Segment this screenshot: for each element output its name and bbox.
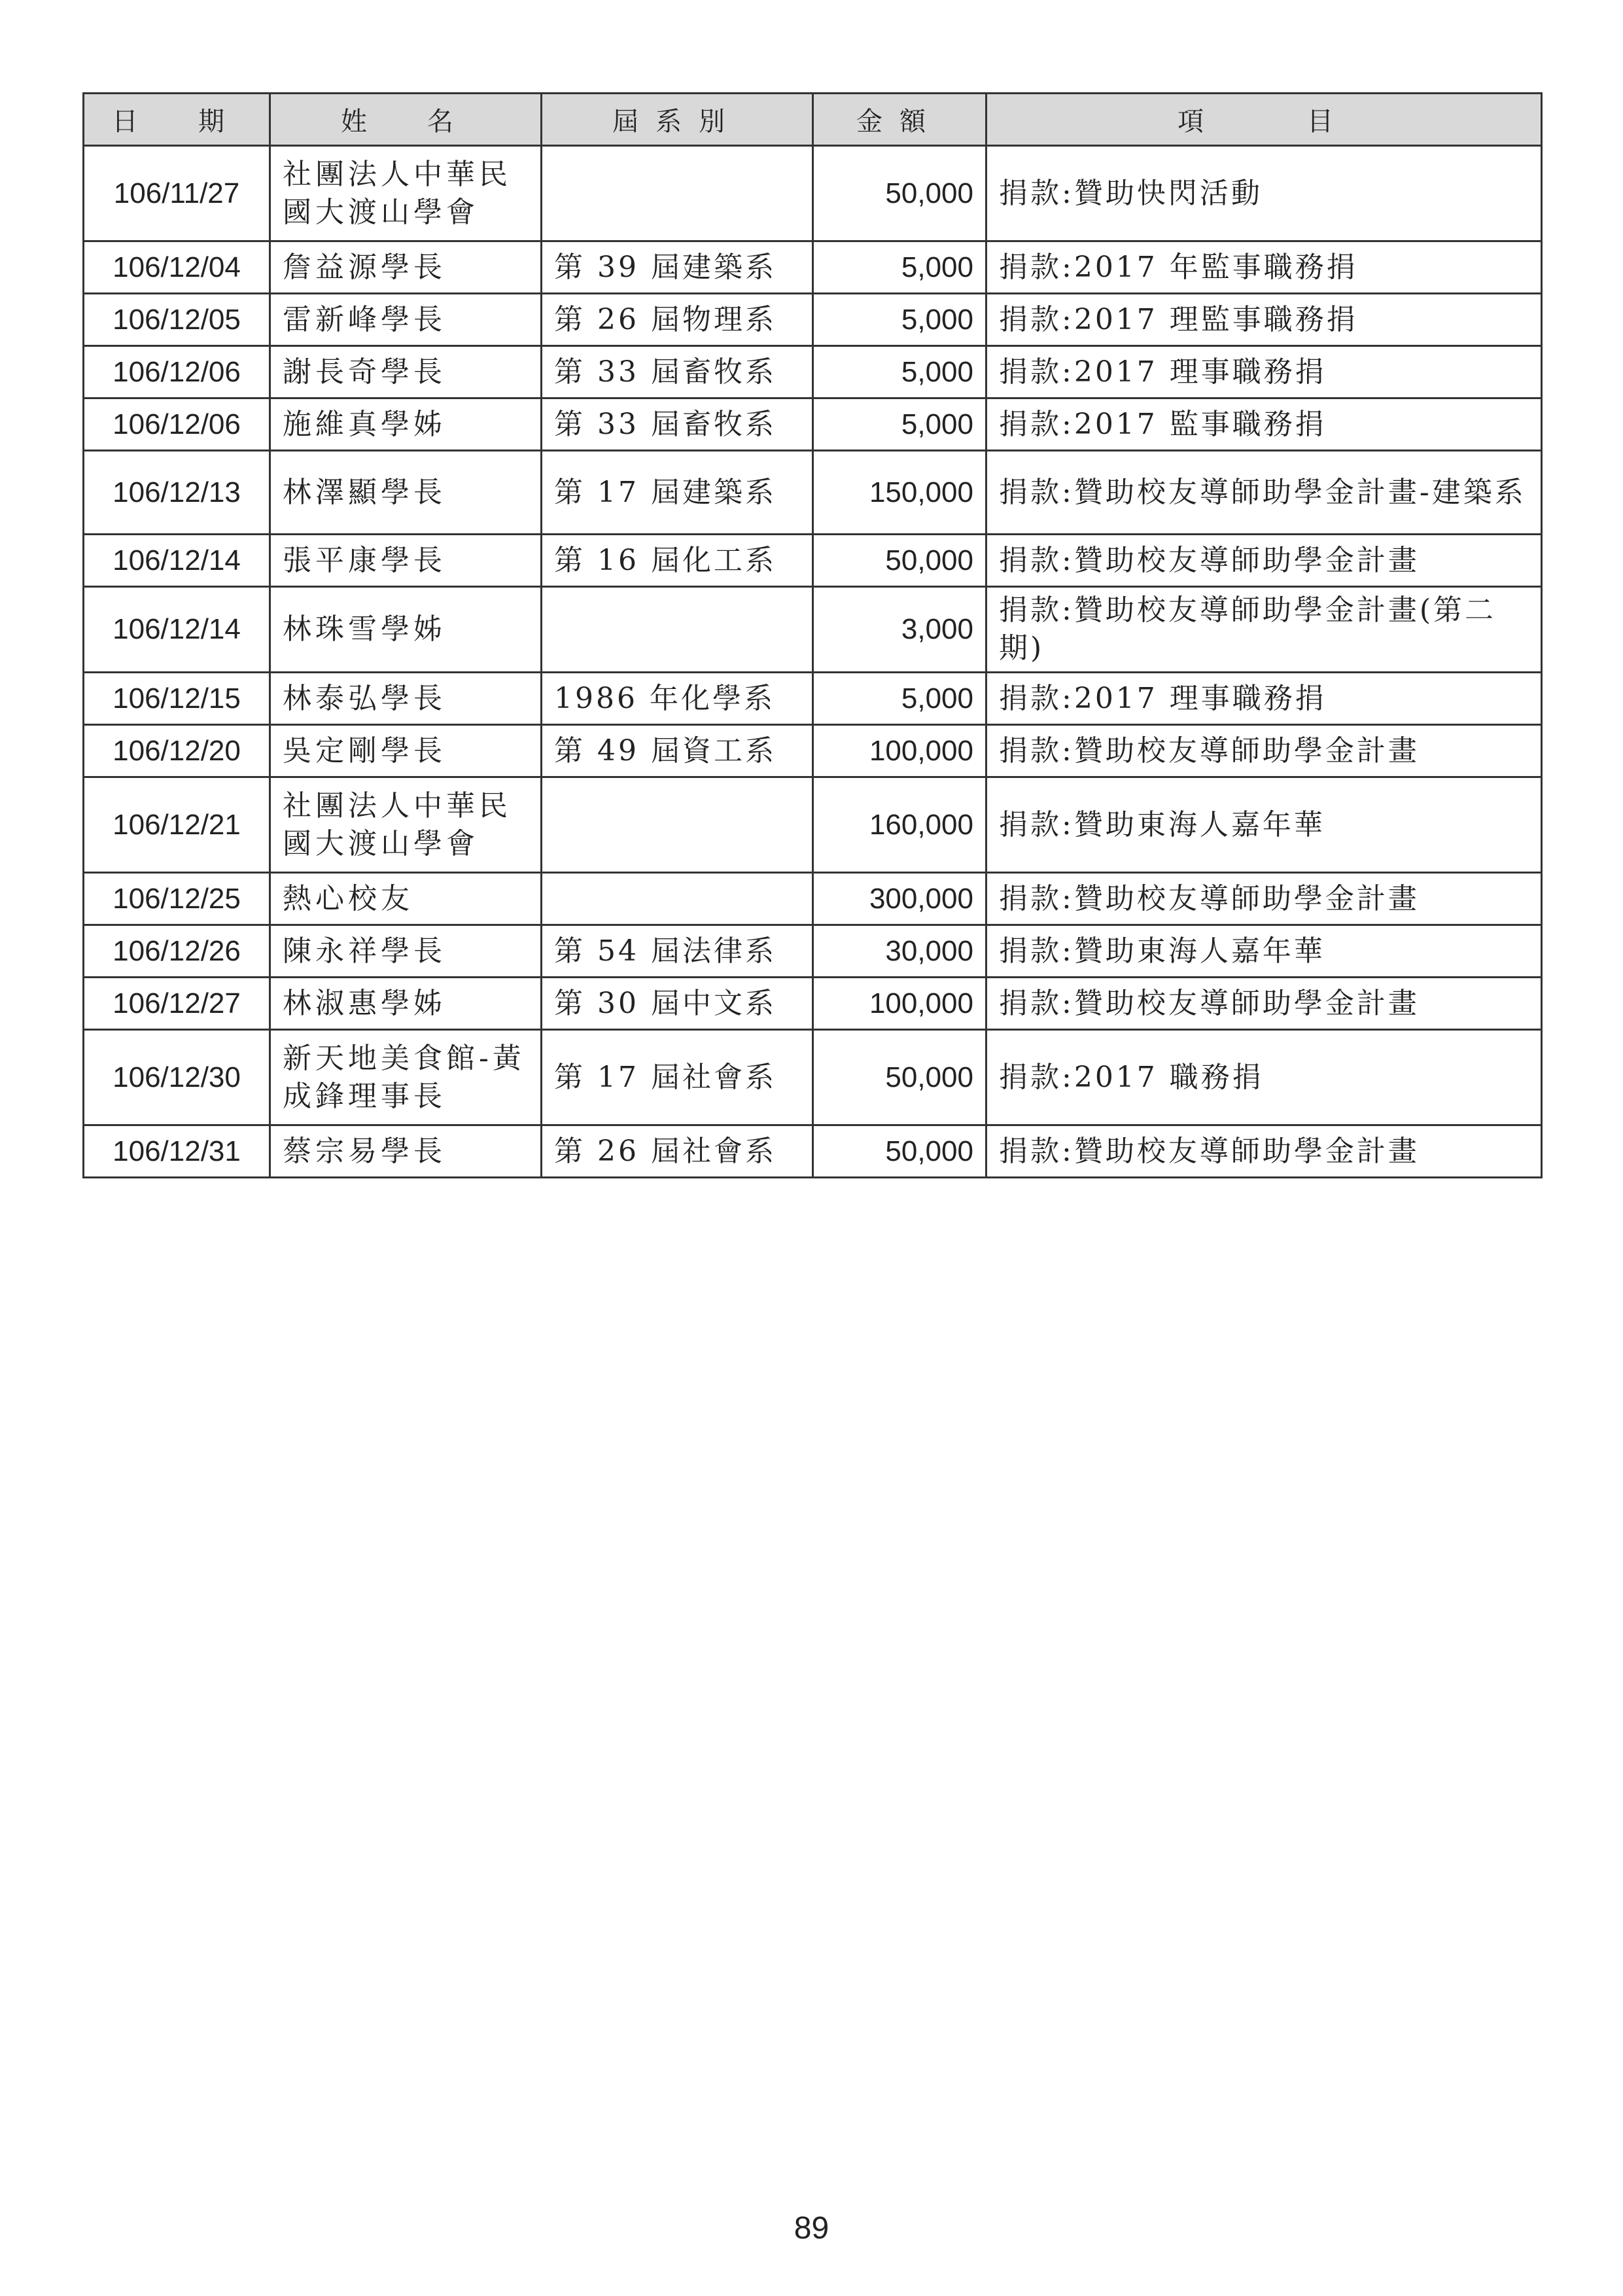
cell-class: 第 16 屆化工系: [542, 535, 813, 587]
table-row: [84, 241, 1542, 294]
cell-item: 捐款:贊助校友導師助學金計畫(第二期): [986, 587, 1542, 673]
cell-date: 106/12/31: [84, 1125, 270, 1178]
cell-class: 第 26 屆物理系: [542, 294, 813, 346]
cell-class: [542, 587, 813, 673]
cell-name: 新天地美食館-黃成鋒理事長: [270, 1030, 542, 1125]
cell-name: 熱心校友: [270, 873, 542, 925]
cell-date: 106/12/26: [84, 925, 270, 978]
cell-name: 張平康學長: [270, 535, 542, 587]
cell-item: 捐款:贊助校友導師助學金計畫: [986, 978, 1542, 1030]
cell-amount: 150,000: [813, 451, 986, 535]
cell-amount: 5,000: [813, 346, 986, 398]
cell-class: 第 26 屆社會系: [542, 1125, 813, 1178]
table-header-row: [84, 94, 1542, 146]
table-row: [84, 535, 1542, 587]
table-row: [84, 1125, 1542, 1178]
table-row: [84, 294, 1542, 346]
cell-item: 捐款:2017 監事職務捐: [986, 398, 1542, 451]
cell-amount: 50,000: [813, 535, 986, 587]
cell-item: 捐款:2017 年監事職務捐: [986, 241, 1542, 294]
cell-class: [542, 146, 813, 241]
cell-class: 1986 年化學系: [542, 673, 813, 725]
cell-item: 捐款:2017 理事職務捐: [986, 346, 1542, 398]
header-date: 日 期: [84, 94, 270, 146]
header-name: 姓 名: [270, 94, 542, 146]
cell-item: 捐款:贊助東海人嘉年華: [986, 777, 1542, 873]
cell-date: 106/12/21: [84, 777, 270, 873]
cell-date: 106/12/20: [84, 725, 270, 777]
cell-name: 陳永祥學長: [270, 925, 542, 978]
cell-date: 106/12/25: [84, 873, 270, 925]
cell-amount: 100,000: [813, 978, 986, 1030]
cell-amount: 30,000: [813, 925, 986, 978]
cell-name: 林澤顯學長: [270, 451, 542, 535]
cell-date: 106/12/05: [84, 294, 270, 346]
cell-class: 第 33 屆畜牧系: [542, 398, 813, 451]
cell-class: 第 17 屆建築系: [542, 451, 813, 535]
header-class: 屆系別: [542, 94, 813, 146]
cell-amount: 50,000: [813, 146, 986, 241]
cell-name: 林珠雪學姊: [270, 587, 542, 673]
cell-class: 第 39 屆建築系: [542, 241, 813, 294]
cell-item: 捐款:2017 理監事職務捐: [986, 294, 1542, 346]
cell-name: 詹益源學長: [270, 241, 542, 294]
cell-name: 謝長奇學長: [270, 346, 542, 398]
cell-class: [542, 873, 813, 925]
cell-amount: 5,000: [813, 294, 986, 346]
cell-class: 第 49 屆資工系: [542, 725, 813, 777]
cell-class: 第 30 屆中文系: [542, 978, 813, 1030]
cell-name: 蔡宗易學長: [270, 1125, 542, 1178]
cell-name: 雷新峰學長: [270, 294, 542, 346]
table-row: [84, 146, 1542, 241]
cell-item: 捐款:贊助校友導師助學金計畫: [986, 1125, 1542, 1178]
cell-name: 林淑惠學姊: [270, 978, 542, 1030]
cell-amount: 50,000: [813, 1030, 986, 1125]
cell-item: 捐款:贊助校友導師助學金計畫: [986, 535, 1542, 587]
cell-amount: 5,000: [813, 673, 986, 725]
cell-date: 106/11/27: [84, 146, 270, 241]
cell-date: 106/12/14: [84, 587, 270, 673]
cell-date: 106/12/06: [84, 398, 270, 451]
donations-table: [82, 92, 1543, 1178]
table-row: [84, 873, 1542, 925]
cell-item: 捐款:贊助校友導師助學金計畫: [986, 873, 1542, 925]
cell-name: 社團法人中華民國大渡山學會: [270, 777, 542, 873]
cell-name: 林泰弘學長: [270, 673, 542, 725]
cell-item: 捐款:贊助校友導師助學金計畫: [986, 725, 1542, 777]
cell-name: 施維真學姊: [270, 398, 542, 451]
cell-amount: 50,000: [813, 1125, 986, 1178]
cell-amount: 5,000: [813, 241, 986, 294]
cell-date: 106/12/13: [84, 451, 270, 535]
cell-item: 捐款:贊助校友導師助學金計畫-建築系: [986, 451, 1542, 535]
cell-class: [542, 777, 813, 873]
cell-date: 106/12/15: [84, 673, 270, 725]
table-row: [84, 925, 1542, 978]
cell-date: 106/12/04: [84, 241, 270, 294]
table-row: [84, 451, 1542, 535]
cell-amount: 300,000: [813, 873, 986, 925]
header-amount: 金額: [813, 94, 986, 146]
cell-name: 社團法人中華民國大渡山學會: [270, 146, 542, 241]
table-row: [84, 725, 1542, 777]
table-row: [84, 673, 1542, 725]
cell-item: 捐款:贊助快閃活動: [986, 146, 1542, 241]
cell-amount: 3,000: [813, 587, 986, 673]
cell-date: 106/12/06: [84, 346, 270, 398]
cell-item: 捐款:2017 理事職務捐: [986, 673, 1542, 725]
cell-date: 106/12/27: [84, 978, 270, 1030]
cell-class: 第 54 屆法律系: [542, 925, 813, 978]
cell-amount: 5,000: [813, 398, 986, 451]
table-row: [84, 978, 1542, 1030]
table-row: [84, 1030, 1542, 1125]
cell-name: 吳定剛學長: [270, 725, 542, 777]
cell-item: 捐款:2017 職務捐: [986, 1030, 1542, 1125]
cell-item: 捐款:贊助東海人嘉年華: [986, 925, 1542, 978]
cell-amount: 100,000: [813, 725, 986, 777]
table-row: [84, 346, 1542, 398]
cell-amount: 160,000: [813, 777, 986, 873]
table-row: [84, 398, 1542, 451]
cell-class: 第 33 屆畜牧系: [542, 346, 813, 398]
cell-class: 第 17 屆社會系: [542, 1030, 813, 1125]
table-row: [84, 777, 1542, 873]
header-item: 項 目: [986, 94, 1542, 146]
cell-date: 106/12/30: [84, 1030, 270, 1125]
table-row: [84, 587, 1542, 673]
page-number: 89: [794, 2211, 829, 2246]
cell-date: 106/12/14: [84, 535, 270, 587]
